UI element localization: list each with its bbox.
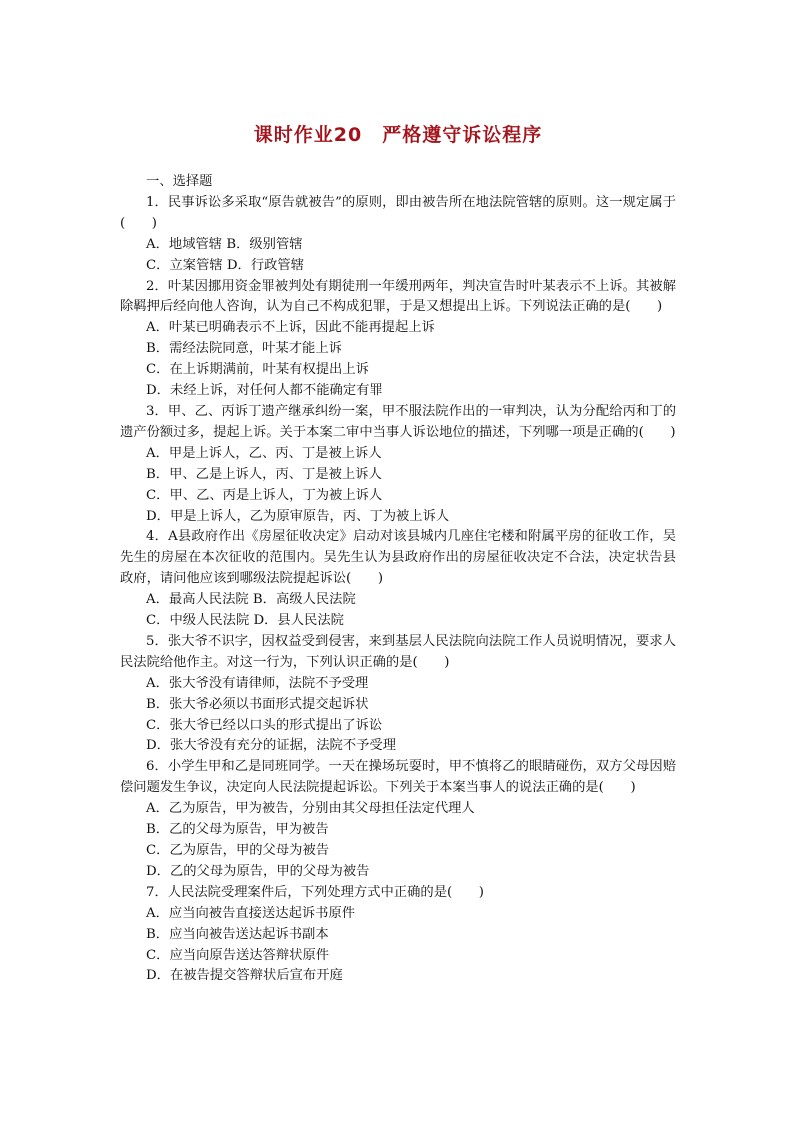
- answer-option: B．应当向被告送达起诉书副本: [146, 926, 329, 942]
- answer-option: C．应当向原告送达答辩状原件: [146, 947, 330, 963]
- answer-option: D．甲是上诉人，乙为原审原告，丙、丁为被上诉人: [146, 508, 450, 524]
- question-stem: 7．人民法院受理案件后，下列处理方式中正确的是( ): [146, 884, 484, 900]
- answer-option: C．中级人民法院 D．县人民法院: [146, 613, 344, 629]
- answer-option: A．叶某已明确表示不上诉，因此不能再提起上诉: [146, 320, 435, 336]
- question-3: [120, 402, 676, 527]
- answer-option: D．在被告提交答辩状后宣布开庭: [146, 968, 343, 984]
- question-list: [120, 172, 676, 987]
- answer-option: D．张大爷没有充分的证据，法院不予受理: [146, 738, 397, 754]
- question-stem: 3．甲、乙、丙诉丁遗产继承纠纷一案，甲不服法院作出的一审判决，认为分配给丙和丁的遗产份额过多，提起上诉。关于本案二审中当事人诉讼地位的描述，下列哪一项是正确的( ): [120, 403, 676, 440]
- answer-option: C．立案管辖 D．行政管辖: [146, 257, 305, 273]
- section-heading: 一、选择题: [146, 174, 213, 189]
- answer-option: A．最高人民法院 B．高级人民法院: [146, 592, 356, 608]
- question-1: [120, 193, 676, 277]
- question-5: [120, 632, 676, 757]
- answer-option: B．需经法院同意，叶某才能上诉: [146, 341, 342, 357]
- answer-option: C．在上诉期满前，叶某有权提出上诉: [146, 362, 369, 378]
- question-2: [120, 277, 676, 402]
- question-6: [120, 757, 676, 882]
- question-stem: 1．民事诉讼多采取“原告就被告”的原则，即由被告所在地法院管辖的原则。这一规定属于( ): [120, 194, 676, 231]
- question-stem: 6．小学生甲和乙是同班同学。一天在操场玩耍时，甲不慎将乙的眼睛碰伤，双方父母因赔偿问题发生争议，决定向人民法院提起诉讼。下列关于本案当事人的说法正确的是( ): [120, 759, 676, 796]
- questions-container: [120, 193, 676, 987]
- question-4: [120, 527, 676, 632]
- page-title: 课时作业20 严格遵守诉讼程序: [253, 124, 543, 146]
- answer-option: B．乙的父母为原告，甲为被告: [146, 822, 329, 838]
- answer-option: A．甲是上诉人，乙、丙、丁是被上诉人: [146, 445, 382, 461]
- question-7: [120, 883, 676, 988]
- answer-option: D．未经上诉，对任何人都不能确定有罪: [146, 383, 383, 399]
- question-stem: 4．A县政府作出《房屋征收决定》启动对该县城内几座住宅楼和附属平房的征收工作，吴先生的房屋在本次征收的范围内。吴先生认为县政府作出的房屋征收决定不合法，决定状告县政府，请问他应该到哪级法院提起诉讼( ): [120, 529, 676, 587]
- answer-option: A．张大爷没有请律师，法院不予受理: [146, 675, 369, 691]
- answer-option: D．乙的父母为原告，甲的父母为被告: [146, 863, 370, 879]
- answer-option: A．地域管辖 B．级别管辖: [146, 236, 303, 252]
- answer-option: A．应当向被告直接送达起诉书原件: [146, 905, 356, 921]
- question-stem: 5．张大爷不识字，因权益受到侵害，来到基层人民法院向法院工作人员说明情况，要求人民法院给他作主。对这一行为，下列认识正确的是( ): [120, 633, 676, 670]
- answer-option: A．乙为原告，甲为被告，分别由其父母担任法定代理人: [146, 801, 475, 817]
- answer-option: B．张大爷必须以书面形式提交起诉状: [146, 696, 369, 712]
- answer-option: C．张大爷已经以口头的形式提出了诉讼: [146, 717, 383, 733]
- answer-option: C．乙为原告，甲的父母为被告: [146, 843, 330, 858]
- answer-option: B．甲、乙是上诉人，丙、丁是被上诉人: [146, 466, 382, 482]
- answer-option: C．甲、乙、丙是上诉人，丁为被上诉人: [146, 487, 383, 503]
- question-stem: 2．叶某因挪用资金罪被判处有期徒刑一年缓刑两年，判决宣告时叶某表示不上诉。其被解除羁押后经向他人咨询，认为自己不构成犯罪，于是又想提出上诉。下列说法正确的是( ): [120, 278, 676, 315]
